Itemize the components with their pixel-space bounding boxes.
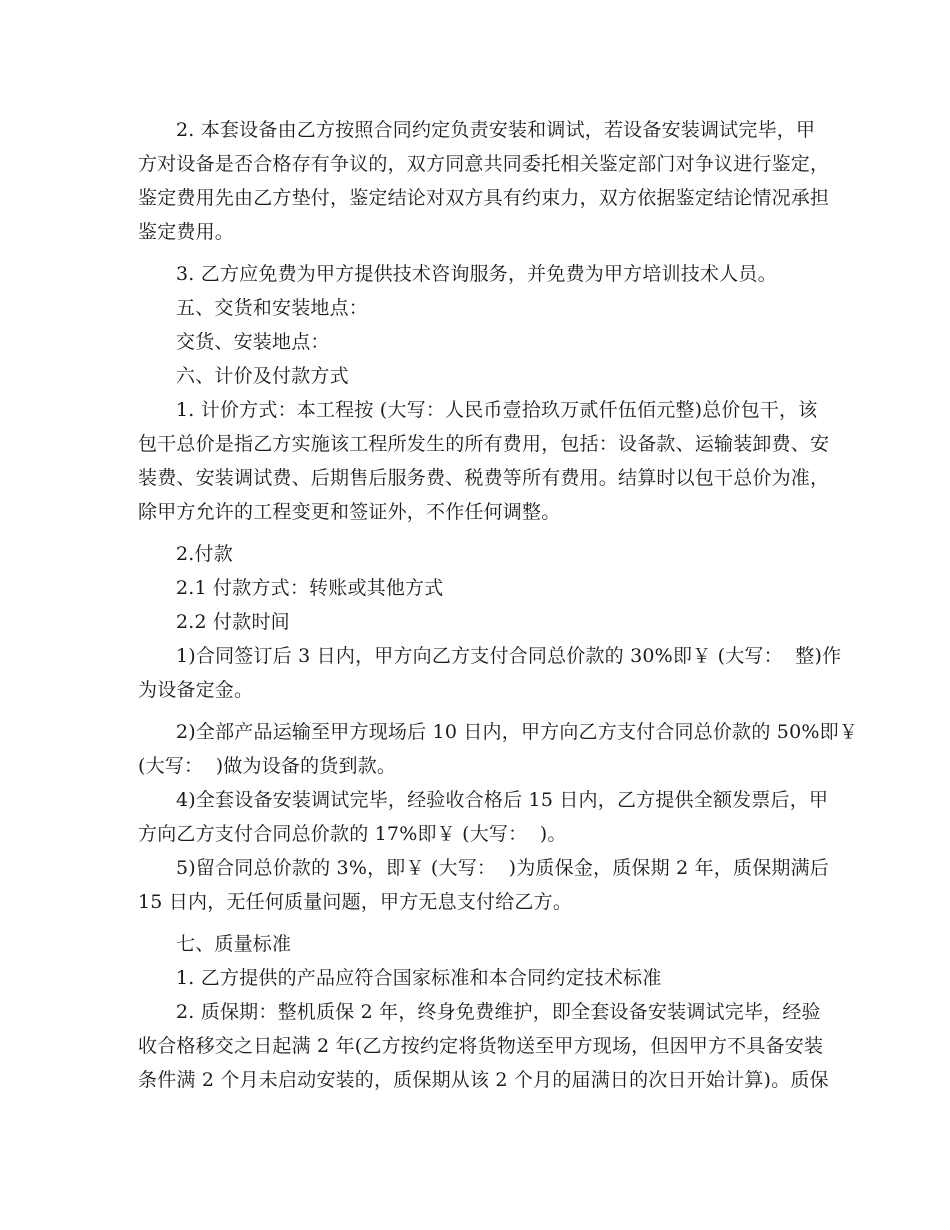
text-line: 2. 本套设备由乙方按照合同约定负责安装和调试，若设备安装调试完毕，甲 bbox=[176, 119, 816, 141]
text-line: 2. 质保期：整机质保 2 年，终身免费维护，即全套设备安装调试完毕，经验 bbox=[176, 1001, 821, 1023]
text-line: 1. 乙方提供的产品应符合国家标准和本合同约定技术标准 bbox=[176, 967, 662, 989]
subsection-heading: 2.2 付款时间 bbox=[176, 611, 290, 633]
text-line: 鉴定费用先由乙方垫付，鉴定结论对双方具有约束力，双方依据鉴定结论情况承担 bbox=[138, 187, 830, 209]
text-line: 1. 计价方式：本工程按 (大写：人民币壹拾玖万贰仟伍佰元整)总价包干，该 bbox=[176, 399, 818, 421]
text-line: 条件满 2 个月未启动安装的，质保期从该 2 个月的届满日的次日开始计算)。质保 bbox=[138, 1069, 829, 1091]
text-line: 方对设备是否合格存有争议的，双方同意共同委托相关鉴定部门对争议进行鉴定， bbox=[138, 153, 830, 175]
text-line: 4)全套设备安装调试完毕，经验收合格后 15 日内，乙方提供全额发票后，甲 bbox=[176, 789, 829, 811]
text-line: 装费、安装调试费、后期售后服务费、税费等所有费用。结算时以包干总价为准， bbox=[138, 467, 830, 489]
text-line: 除甲方允许的工程变更和签证外，不作任何调整。 bbox=[138, 501, 561, 523]
section-heading: 五、交货和安装地点： bbox=[176, 297, 369, 319]
text-line: 为设备定金。 bbox=[138, 679, 254, 701]
subsection-heading: 2.付款 bbox=[176, 543, 233, 565]
text-line: (大写： )做为设备的货到款。 bbox=[138, 755, 397, 777]
text-line: 收合格移交之日起满 2 年(乙方按约定将货物送至甲方现场，但因甲方不具备安装 bbox=[138, 1035, 824, 1057]
text-line: 方向乙方支付合同总价款的 17%即￥ (大写： )。 bbox=[138, 823, 567, 845]
text-line: 包干总价是指乙方实施该工程所发生的所有费用，包括：设备款、运输装卸费、安 bbox=[138, 433, 830, 455]
text-line: 1)合同签订后 3 日内，甲方向乙方支付合同总价款的 30%即￥ (大写： 整)作 bbox=[176, 645, 842, 667]
text-line: 3. 乙方应免费为甲方提供技术咨询服务，并免费为甲方培训技术人员。 bbox=[176, 263, 777, 285]
section-heading: 七、质量标准 bbox=[176, 933, 292, 955]
text-line: 交货、安装地点： bbox=[176, 331, 330, 353]
text-line: 15 日内，无任何质量问题，甲方无息支付给乙方。 bbox=[138, 891, 573, 913]
text-line: 5)留合同总价款的 3%，即￥ (大写： )为质保金，质保期 2 年，质保期满后 bbox=[176, 857, 829, 879]
text-line: 2.1 付款方式：转账或其他方式 bbox=[176, 577, 444, 599]
text-line: 2)全部产品运输至甲方现场后 10 日内，甲方向乙方支付合同总价款的 50%即￥ bbox=[176, 721, 859, 743]
text-line: 鉴定费用。 bbox=[138, 221, 235, 243]
section-heading: 六、计价及付款方式 bbox=[176, 365, 349, 387]
